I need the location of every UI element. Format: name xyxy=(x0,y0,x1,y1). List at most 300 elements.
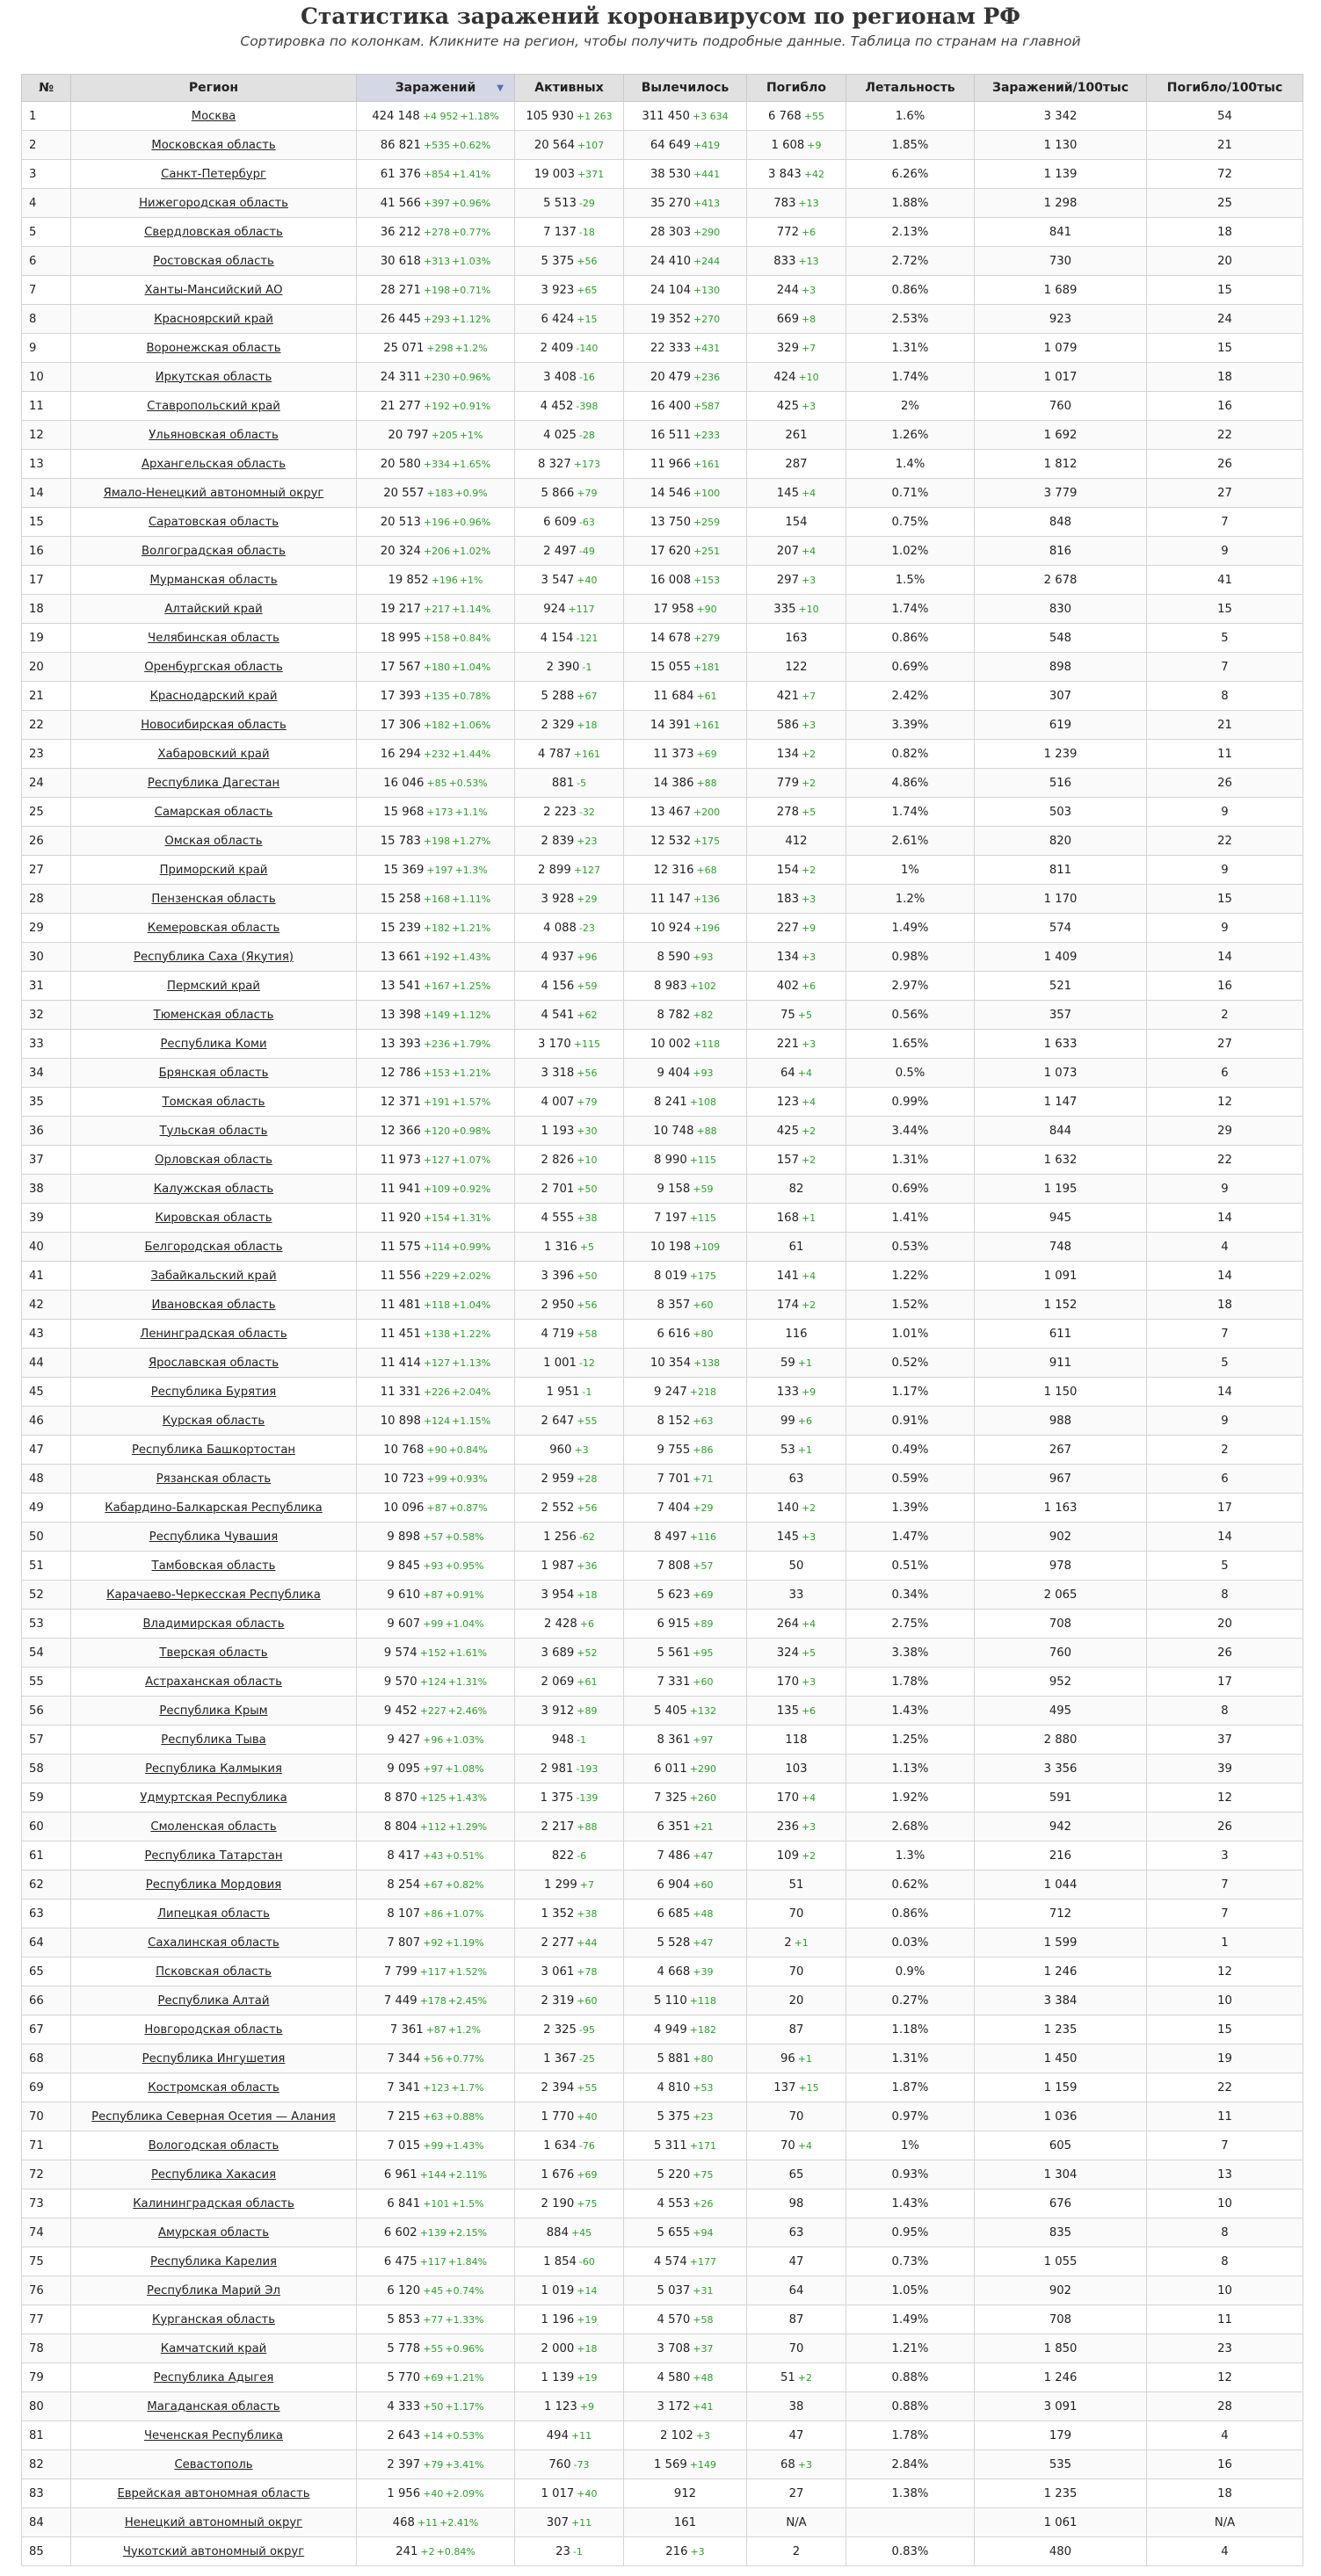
table-row[interactable] xyxy=(22,2247,1303,2276)
table-row[interactable] xyxy=(22,1986,1303,2015)
table-row[interactable] xyxy=(22,508,1303,537)
active-delta: +28 xyxy=(577,1473,598,1485)
recovered-cell xyxy=(624,1175,747,1204)
table-row[interactable] xyxy=(22,1320,1303,1349)
region-link[interactable]: Республика Коми xyxy=(160,1037,267,1051)
row-number: 65 xyxy=(22,1957,71,1986)
region-link[interactable]: Волгоградская область xyxy=(142,544,286,558)
region-link[interactable]: Республика Крым xyxy=(159,1704,268,1718)
region-link[interactable]: Мурманская область xyxy=(149,573,278,587)
lethality-cell: 0.59% xyxy=(846,1465,975,1494)
region-link[interactable]: Республика Алтай xyxy=(157,1994,270,2008)
region-link[interactable]: Курская область xyxy=(162,1414,265,1428)
infected-delta: +139 xyxy=(419,2226,446,2239)
region-link[interactable]: Республика Тыва xyxy=(161,1733,266,1747)
region-link[interactable]: Карачаево-Черкесская Республика xyxy=(106,1588,321,1602)
deaths-per-100k-cell: 15 xyxy=(1147,334,1303,363)
table-row[interactable] xyxy=(22,1204,1303,1233)
active-delta: -140 xyxy=(576,342,599,354)
region-link[interactable]: Республика Дагестан xyxy=(147,776,280,790)
region-link[interactable]: Республика Ингушетия xyxy=(142,2051,286,2066)
recovered-delta: +58 xyxy=(693,2313,714,2326)
deaths-delta: +13 xyxy=(798,255,819,267)
recovered-value: 4 949 xyxy=(654,2022,687,2037)
region-link[interactable]: Ульяновская область xyxy=(149,428,279,442)
table-row[interactable] xyxy=(22,2421,1303,2450)
region-link[interactable]: Республика Хакасия xyxy=(150,2167,277,2182)
table-row[interactable] xyxy=(22,885,1303,914)
table-row[interactable] xyxy=(22,1494,1303,1523)
table-row[interactable] xyxy=(22,2363,1303,2392)
region-link[interactable]: Орловская область xyxy=(155,1153,272,1167)
infected-per-100k-cell: 902 xyxy=(975,2276,1147,2305)
recovered-cell xyxy=(624,1030,747,1059)
infected-cell xyxy=(357,508,515,537)
table-row[interactable] xyxy=(22,2392,1303,2421)
table-row[interactable] xyxy=(22,1378,1303,1407)
infected-value: 36 212 xyxy=(380,225,421,239)
infected-per-100k-cell: 591 xyxy=(975,1784,1147,1813)
table-row[interactable] xyxy=(22,1262,1303,1291)
infected-delta: +92 xyxy=(423,1936,444,1949)
lethality-cell: 1.26% xyxy=(846,421,975,450)
table-row[interactable] xyxy=(22,363,1303,392)
deaths-delta: +13 xyxy=(798,197,819,209)
infected-value: 2 643 xyxy=(387,2428,421,2442)
column-header-lethality[interactable]: Летальность xyxy=(846,75,975,102)
region-link[interactable]: Смоленская область xyxy=(150,1820,277,1834)
region-link[interactable]: Хабаровский край xyxy=(157,747,270,761)
recovered-value: 8 782 xyxy=(657,1008,691,1022)
table-row[interactable] xyxy=(22,392,1303,421)
region-link[interactable]: Еврейская автономная область xyxy=(117,2486,310,2500)
deaths-cell xyxy=(747,566,846,595)
table-row[interactable] xyxy=(22,1088,1303,1117)
region-link[interactable]: Вологодская область xyxy=(148,2138,279,2153)
region-link[interactable]: Москва xyxy=(191,109,236,123)
region-link[interactable]: Севастополь xyxy=(174,2457,253,2471)
region-link[interactable]: Республика Татарстан xyxy=(144,1849,283,1863)
table-row[interactable] xyxy=(22,2160,1303,2189)
recovered-delta: +116 xyxy=(689,1530,716,1543)
table-row[interactable] xyxy=(22,1784,1303,1813)
region-link[interactable]: Ставропольский край xyxy=(147,399,280,413)
infected-per-100k-cell: 1 450 xyxy=(975,2044,1147,2073)
row-number: 84 xyxy=(22,2508,71,2537)
deaths-per-100k-cell: 18 xyxy=(1147,218,1303,247)
recovered-cell xyxy=(624,1465,747,1494)
region-link[interactable]: Тульская область xyxy=(159,1124,268,1138)
region-link[interactable]: Оренбургская область xyxy=(144,660,283,674)
region-link[interactable]: Калининградская область xyxy=(133,2196,294,2211)
table-row[interactable] xyxy=(22,2218,1303,2247)
region-link[interactable]: Курганская область xyxy=(151,2312,275,2326)
table-row[interactable] xyxy=(22,1552,1303,1581)
table-row[interactable] xyxy=(22,566,1303,595)
table-row[interactable] xyxy=(22,421,1303,450)
region-link[interactable]: Архангельская область xyxy=(142,457,286,471)
deaths-per-100k-cell: 9 xyxy=(1147,798,1303,827)
infected-cell xyxy=(357,1726,515,1755)
table-row[interactable] xyxy=(22,2450,1303,2479)
region-link[interactable]: Тюменская область xyxy=(153,1008,274,1022)
table-row[interactable] xyxy=(22,740,1303,769)
region-link[interactable]: Челябинская область xyxy=(148,631,279,645)
deaths-value: 87 xyxy=(788,2022,804,2037)
lethality-cell: 1.25% xyxy=(846,1726,975,1755)
row-number: 66 xyxy=(22,1986,71,2015)
table-row[interactable] xyxy=(22,1175,1303,1204)
table-row[interactable] xyxy=(22,218,1303,247)
region-link[interactable]: Магаданская область xyxy=(147,2399,280,2413)
region-link[interactable]: Самарская область xyxy=(154,805,273,819)
region-link[interactable]: Липецкая область xyxy=(157,1907,270,1921)
deaths-value: 103 xyxy=(785,1762,808,1776)
region-link[interactable]: Астраханская область xyxy=(145,1675,282,1689)
region-link[interactable]: Ямало-Ненецкий автономный округ xyxy=(103,486,324,500)
table-row[interactable] xyxy=(22,1813,1303,1842)
row-number: 54 xyxy=(22,1639,71,1668)
recovered-value: 9 404 xyxy=(657,1066,691,1080)
region-link[interactable]: Иркутская область xyxy=(155,370,272,384)
table-row[interactable] xyxy=(22,1870,1303,1899)
column-header-infected[interactable] xyxy=(357,75,515,102)
infected-delta: +217 xyxy=(423,603,451,615)
table-row[interactable] xyxy=(22,1407,1303,1436)
region-cell xyxy=(71,2131,357,2160)
deaths-per-100k-cell: 4 xyxy=(1147,1233,1303,1262)
active-value: 2 325 xyxy=(543,2022,577,2037)
table-row[interactable] xyxy=(22,2131,1303,2160)
infected-delta: +180 xyxy=(423,661,451,673)
region-link[interactable]: Республика Саха (Якутия) xyxy=(134,950,294,964)
table-row[interactable] xyxy=(22,1899,1303,1928)
region-link[interactable]: Красноярский край xyxy=(154,312,273,326)
region-link[interactable]: Пермский край xyxy=(167,979,260,993)
recovered-value: 38 530 xyxy=(650,167,691,181)
table-row[interactable] xyxy=(22,1349,1303,1378)
infected-delta-percent: +2.09% xyxy=(445,2487,484,2500)
region-cell xyxy=(71,1899,357,1928)
infected-delta-percent: +1.15% xyxy=(452,1415,491,1427)
table-row[interactable] xyxy=(22,2102,1303,2131)
table-row[interactable] xyxy=(22,160,1303,189)
region-link[interactable]: Республика Башкортостан xyxy=(131,1443,296,1457)
infected-value: 16 294 xyxy=(380,747,421,761)
infected-value: 17 306 xyxy=(380,718,421,732)
region-link[interactable]: Тамбовская область xyxy=(151,1559,276,1573)
deaths-delta: +3 xyxy=(801,284,817,296)
region-link[interactable]: Белгородская область xyxy=(144,1240,283,1254)
table-row[interactable] xyxy=(22,943,1303,972)
table-row[interactable] xyxy=(22,450,1303,479)
region-link[interactable]: Пензенская область xyxy=(151,892,276,906)
recovered-value: 7 701 xyxy=(657,1472,691,1486)
deaths-cell xyxy=(747,2363,846,2392)
region-cell xyxy=(71,1639,357,1668)
table-row[interactable] xyxy=(22,1755,1303,1784)
table-row[interactable] xyxy=(22,1610,1303,1639)
infected-per-100k-cell: 967 xyxy=(975,1465,1147,1494)
table-row[interactable] xyxy=(22,624,1303,653)
region-link[interactable]: Кировская область xyxy=(155,1211,272,1225)
region-link[interactable]: Алтайский край xyxy=(164,602,263,616)
region-link[interactable]: Приморский край xyxy=(159,863,268,877)
table-row[interactable] xyxy=(22,972,1303,1001)
region-link[interactable]: Сахалинская область xyxy=(148,1936,279,1950)
deaths-per-100k-cell: 7 xyxy=(1147,2131,1303,2160)
infected-per-100k-cell: 820 xyxy=(975,827,1147,856)
recovered-value: 5 528 xyxy=(657,1936,691,1950)
infected-per-100k-cell: 1 130 xyxy=(975,131,1147,160)
infected-delta: +144 xyxy=(419,2168,446,2181)
infected-per-100k-cell: 952 xyxy=(975,1668,1147,1697)
table-row[interactable] xyxy=(22,2537,1303,2566)
infected-value: 2 397 xyxy=(387,2457,421,2471)
table-row[interactable] xyxy=(22,1001,1303,1030)
table-header-row xyxy=(22,75,1303,102)
recovered-delta: +68 xyxy=(696,864,717,876)
deaths-per-100k-cell: 16 xyxy=(1147,392,1303,421)
table-row[interactable] xyxy=(22,2276,1303,2305)
deaths-per-100k-cell: 16 xyxy=(1147,2450,1303,2479)
recovered-delta: +82 xyxy=(693,1009,714,1021)
infected-delta-percent: +0.91% xyxy=(445,1588,484,1601)
table-row[interactable] xyxy=(22,653,1303,682)
deaths-per-100k-cell: 26 xyxy=(1147,769,1303,798)
region-link[interactable]: Ивановская область xyxy=(151,1298,276,1312)
table-row[interactable] xyxy=(22,1639,1303,1668)
table-row[interactable] xyxy=(22,1668,1303,1697)
table-row[interactable] xyxy=(22,827,1303,856)
table-row[interactable] xyxy=(22,276,1303,305)
table-row[interactable] xyxy=(22,1146,1303,1175)
table-row[interactable] xyxy=(22,1059,1303,1088)
table-row[interactable] xyxy=(22,2508,1303,2537)
row-number: 6 xyxy=(22,247,71,276)
region-link[interactable]: Республика Марий Эл xyxy=(147,2283,280,2297)
active-delta: -1 xyxy=(582,661,592,673)
region-link[interactable]: Ленинградская область xyxy=(140,1327,287,1341)
table-row[interactable] xyxy=(22,769,1303,798)
deaths-value: 278 xyxy=(776,805,799,819)
deaths-value: 1 608 xyxy=(771,138,805,152)
table-row[interactable] xyxy=(22,102,1303,131)
region-link[interactable]: Республика Карелия xyxy=(150,2254,277,2268)
region-link[interactable]: Чукотский автономный округ xyxy=(122,2544,305,2558)
table-row[interactable] xyxy=(22,2015,1303,2044)
table-row[interactable] xyxy=(22,1233,1303,1262)
region-link[interactable]: Кабардино-Балкарская Республика xyxy=(105,1501,323,1515)
table-row[interactable] xyxy=(22,595,1303,624)
region-link[interactable]: Нижегородская область xyxy=(139,196,288,210)
infected-value: 11 331 xyxy=(380,1385,421,1399)
table-row[interactable] xyxy=(22,2044,1303,2073)
recovered-cell xyxy=(624,711,747,740)
table-row[interactable] xyxy=(22,1523,1303,1552)
column-header-deaths-per-100k[interactable]: Погибло/100тыс xyxy=(1147,75,1303,102)
table-row[interactable] xyxy=(22,914,1303,943)
deaths-cell xyxy=(747,1088,846,1117)
table-row[interactable] xyxy=(22,2189,1303,2218)
region-link[interactable]: Кемеровская область xyxy=(147,921,280,935)
table-row[interactable] xyxy=(22,1581,1303,1610)
region-cell xyxy=(71,305,357,334)
recovered-delta: +181 xyxy=(693,661,721,673)
table-row[interactable] xyxy=(22,1436,1303,1465)
region-cell xyxy=(71,1030,357,1059)
table-row[interactable] xyxy=(22,247,1303,276)
table-row[interactable] xyxy=(22,334,1303,363)
column-header-number[interactable]: № xyxy=(22,75,71,102)
table-row[interactable] xyxy=(22,1726,1303,1755)
infected-per-100k-cell: 521 xyxy=(975,972,1147,1001)
infected-value: 28 271 xyxy=(380,283,421,297)
infected-value: 9 570 xyxy=(383,1675,417,1689)
region-link[interactable]: Калужская область xyxy=(153,1182,274,1196)
table-row[interactable] xyxy=(22,2073,1303,2102)
table-row[interactable] xyxy=(22,1291,1303,1320)
region-link[interactable]: Новгородская область xyxy=(144,2022,283,2037)
table-row[interactable] xyxy=(22,1465,1303,1494)
infected-delta-percent: +1.18% xyxy=(460,110,499,122)
deaths-per-100k-cell: 25 xyxy=(1147,189,1303,218)
recovered-value: 6 904 xyxy=(657,1878,691,1892)
region-cell xyxy=(71,479,357,508)
table-row[interactable] xyxy=(22,305,1303,334)
table-row[interactable] xyxy=(22,2479,1303,2508)
region-link[interactable]: Ростовская область xyxy=(153,254,274,268)
column-header-active[interactable]: Активных xyxy=(515,75,624,102)
region-link[interactable]: Омская область xyxy=(164,834,263,848)
lethality-cell: 0.73% xyxy=(846,2247,975,2276)
region-link[interactable]: Костромская область xyxy=(148,2080,279,2095)
infected-cell xyxy=(357,711,515,740)
deaths-per-100k-cell: 22 xyxy=(1147,2073,1303,2102)
column-header-region[interactable]: Регион xyxy=(71,75,357,102)
region-link[interactable]: Ярославская область xyxy=(149,1356,279,1370)
region-link[interactable]: Республика Бурятия xyxy=(150,1385,277,1399)
infected-cell xyxy=(357,2102,515,2131)
region-link[interactable]: Амурская область xyxy=(158,2225,269,2240)
deaths-value: 33 xyxy=(788,1588,804,1602)
active-cell xyxy=(515,508,624,537)
region-link[interactable]: Республика Чувашия xyxy=(149,1530,279,1544)
deaths-value: 70 xyxy=(780,2138,795,2153)
table-row[interactable] xyxy=(22,798,1303,827)
row-number: 48 xyxy=(22,1465,71,1494)
table-row[interactable] xyxy=(22,1030,1303,1059)
table-row[interactable] xyxy=(22,479,1303,508)
table-row[interactable] xyxy=(22,682,1303,711)
region-link[interactable]: Брянская область xyxy=(158,1066,269,1080)
region-link[interactable]: Республика Адыгея xyxy=(153,2370,274,2384)
deaths-cell xyxy=(747,1784,846,1813)
active-value: 4 025 xyxy=(543,428,577,442)
lethality-cell: 1.17% xyxy=(846,1378,975,1407)
region-link[interactable]: Республика Мордовия xyxy=(145,1878,282,1892)
region-link[interactable]: Псковская область xyxy=(156,1965,272,1979)
lethality-cell: 0.75% xyxy=(846,508,975,537)
table-row[interactable] xyxy=(22,1117,1303,1146)
infected-per-100k-cell: 1 409 xyxy=(975,943,1147,972)
row-number: 33 xyxy=(22,1030,71,1059)
region-link[interactable]: Томская область xyxy=(162,1095,265,1109)
infected-delta: +117 xyxy=(419,1965,446,1978)
region-link[interactable]: Чеченская Республика xyxy=(143,2428,284,2442)
deaths-per-100k-cell: 6 xyxy=(1147,1059,1303,1088)
region-link[interactable]: Ненецкий автономный округ xyxy=(124,2515,303,2529)
region-link[interactable]: Удмуртская Республика xyxy=(140,1791,287,1805)
active-cell xyxy=(515,2508,624,2537)
table-row[interactable] xyxy=(22,131,1303,160)
infected-delta-percent: +1% xyxy=(459,429,483,441)
table-row[interactable] xyxy=(22,1697,1303,1726)
deaths-per-100k-cell: 15 xyxy=(1147,595,1303,624)
recovered-delta: +236 xyxy=(693,371,721,383)
deaths-delta: +7 xyxy=(801,342,817,354)
infected-delta-percent: +1.65% xyxy=(452,458,491,470)
region-link[interactable]: Воронежская область xyxy=(146,341,281,355)
column-header-deaths[interactable]: Погибло xyxy=(747,75,846,102)
table-row[interactable] xyxy=(22,1842,1303,1870)
table-row[interactable] xyxy=(22,1928,1303,1957)
deaths-per-100k-cell: 24 xyxy=(1147,305,1303,334)
active-delta: +36 xyxy=(577,1559,598,1572)
active-cell xyxy=(515,827,624,856)
recovered-value: 216 xyxy=(665,2544,688,2558)
deaths-value: 783 xyxy=(773,196,796,210)
infected-per-100k-cell: 760 xyxy=(975,392,1147,421)
table-row[interactable] xyxy=(22,711,1303,740)
region-link[interactable]: Краснодарский край xyxy=(149,689,278,703)
column-header-recovered[interactable]: Вылечилось xyxy=(624,75,747,102)
deaths-per-100k-cell: 9 xyxy=(1147,914,1303,943)
region-link[interactable]: Московская область xyxy=(151,138,276,152)
table-row[interactable] xyxy=(22,1957,1303,1986)
row-number: 47 xyxy=(22,1436,71,1465)
table-row[interactable] xyxy=(22,189,1303,218)
table-row[interactable] xyxy=(22,537,1303,566)
region-link[interactable]: Забайкальский край xyxy=(150,1269,277,1283)
region-link[interactable]: Саратовская область xyxy=(148,515,279,529)
region-link[interactable]: Новосибирская область xyxy=(141,718,287,732)
infected-cell xyxy=(357,1639,515,1668)
region-link[interactable]: Рязанская область xyxy=(156,1472,272,1486)
region-link[interactable]: Свердловская область xyxy=(144,225,283,239)
region-link[interactable]: Ханты-Мансийский АО xyxy=(144,283,283,297)
region-link[interactable]: Камчатский край xyxy=(160,2341,267,2355)
region-cell xyxy=(71,595,357,624)
active-cell xyxy=(515,972,624,1001)
deaths-cell xyxy=(747,2334,846,2363)
table-row[interactable] xyxy=(22,2305,1303,2334)
column-header-infected-per-100k[interactable]: Заражений/100тыс xyxy=(975,75,1147,102)
infected-value: 11 451 xyxy=(380,1327,421,1341)
table-row[interactable] xyxy=(22,2334,1303,2363)
region-link[interactable]: Республика Северная Осетия — Алания xyxy=(91,2109,336,2124)
active-delta: -16 xyxy=(578,371,595,383)
region-link[interactable]: Республика Калмыкия xyxy=(145,1762,282,1776)
table-row[interactable] xyxy=(22,856,1303,885)
region-link[interactable]: Санкт-Петербург xyxy=(161,167,266,181)
infected-cell xyxy=(357,2392,515,2421)
infected-per-100k-cell: 495 xyxy=(975,1697,1147,1726)
region-link[interactable]: Владимирская область xyxy=(142,1617,285,1631)
active-delta: -6 xyxy=(577,1849,587,1862)
region-link[interactable]: Тверская область xyxy=(159,1646,268,1660)
recovered-cell xyxy=(624,682,747,711)
